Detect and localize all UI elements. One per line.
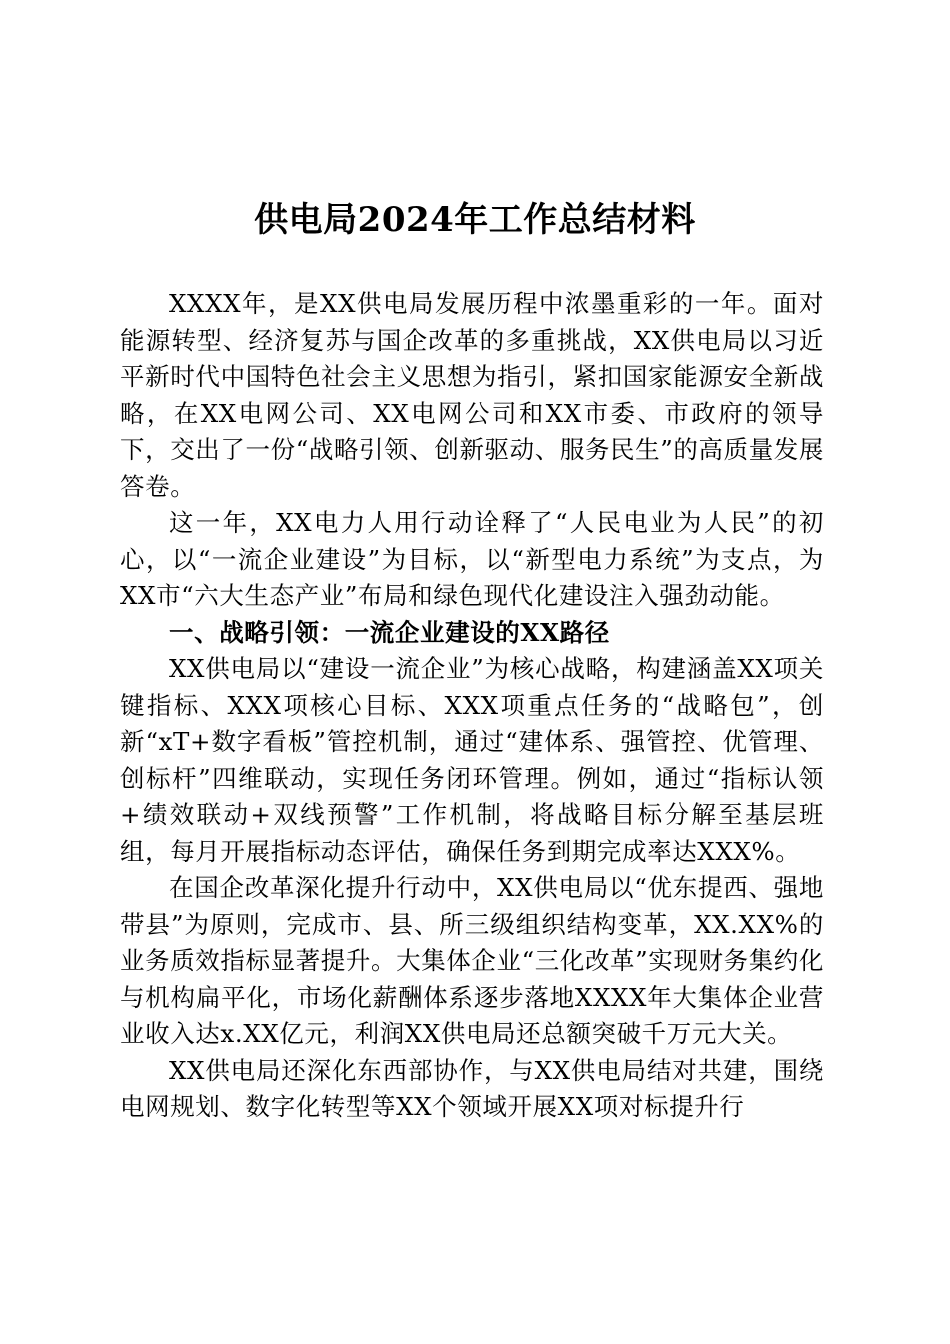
document-title: 供电局2024年工作总结材料: [254, 200, 696, 240]
section-heading-strategy: 一、战略引领：一流企业建设的XX路径: [169, 617, 610, 647]
document-body: [120, 286, 824, 1126]
paragraph-cooperation: XX供电局还深化东西部协作，与XX供电局结对共建，围绕电网规划、数字化转型等XX个领域开展XX项对标提升行: [120, 1055, 824, 1121]
paragraph-summary: 这一年，XX电力人用行动诠释了“人民电业为人民”的初心，以“一流企业建设”为目标，以“新型电力系统”为支点，为XX市“六大生态产业”布局和绿色现代化建设注入强劲动能。: [120, 508, 824, 610]
paragraph-intro: XXXX年，是XX供电局发展历程中浓墨重彩的一年。面对能源转型、经济复苏与国企改革的多重挑战，XX供电局以习近平新时代中国特色社会主义思想为指引，紧扣国家能源安全新战略，在XX电网公司、XX电网公司和XX市委、市政府的领导下，交出了一份“战略引领、创新驱动、服务民生”的高质量发展答卷。: [120, 289, 824, 501]
paragraph-reform: 在国企改革深化提升行动中，XX供电局以“优东提西、强地带县”为原则，完成市、县、所三级组织结构变革，XX.XX%的业务质效指标显著提升。大集体企业“三化改革”实现财务集约化与机构扁平化，市场化薪酬体系逐步落地XXXX年大集体企业营业收入达x.XX亿元，利润XX供电局还总额突破千万元大关。: [120, 873, 824, 1048]
paragraph-strategy: XX供电局以“建设一流企业”为核心战略，构建涵盖XX项关键指标、XXX项核心目标、XXX项重点任务的“战略包”，创新“xT+数字看板”管控机制，通过“建体系、强管控、优管理、创标杆”四维联动，实现任务闭环管理。例如，通过“指标认领+绩效联动+双线预警”工作机制，将战略目标分解至基层班组，每月开展指标动态评估，确保任务到期完成率达XXX%。: [120, 654, 824, 866]
